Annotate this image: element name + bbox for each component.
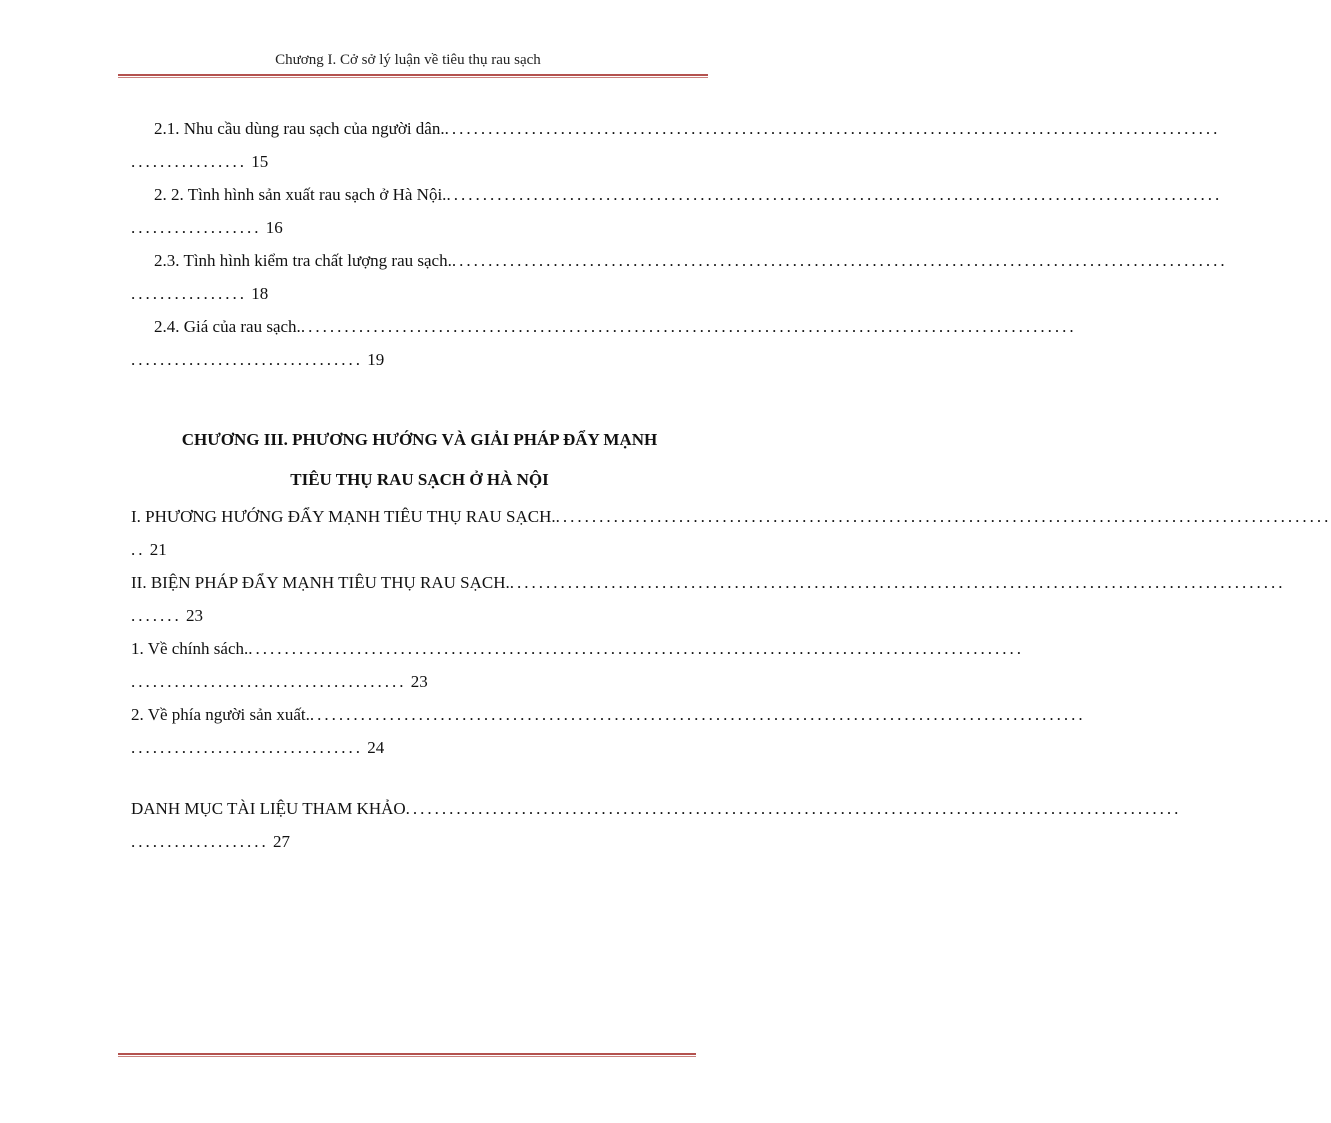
toc-leader: ................: [131, 284, 247, 303]
toc-entry[interactable]: [131, 244, 1228, 310]
page-header-title: Chương I. Cở sở lý luận về tiêu thụ rau sạch: [275, 52, 541, 68]
toc-entry-text: 2. 2. Tình hình sản xuất rau sạch ở Hà Nội.: [154, 185, 447, 204]
toc-entry-text: II. BIỆN PHÁP ĐẨY MẠNH TIÊU THỤ RAU SẠCH.: [131, 573, 510, 592]
spacer: [131, 764, 708, 792]
toc-page-number: 21: [149, 540, 167, 559]
toc-entry-text: 2.4. Giá của rau sạch.: [154, 317, 301, 336]
toc-page-number: 15: [251, 152, 269, 171]
toc-leader: ................................: [131, 738, 363, 757]
toc-entry[interactable]: [131, 698, 1086, 764]
toc-page-number: 23: [410, 672, 428, 691]
toc-entry[interactable]: [131, 566, 1286, 632]
toc-entry-text: I. PHƯƠNG HƯỚNG ĐẨY MẠNH TIÊU THỤ RAU SẠCH.: [131, 507, 556, 526]
toc-page-number: 16: [265, 218, 283, 237]
toc-leader: ...........................................................................................................: [405, 799, 1182, 818]
toc-leader: ...........................................................................................................: [300, 317, 1077, 336]
header-rule: [118, 74, 708, 78]
toc-leader: ...........................................................................................................: [444, 119, 1221, 138]
toc-leader: ...........................................................................................................: [309, 705, 1086, 724]
spacer: [131, 376, 708, 420]
toc-leader: .......: [131, 606, 182, 625]
toc-entry[interactable]: [131, 112, 1221, 178]
chapter-heading-line1: CHƯƠNG III. PHƯƠNG HƯỚNG VÀ GIẢI PHÁP ĐẨY MẠNH: [181, 430, 658, 449]
toc-page-number: 23: [186, 606, 203, 625]
toc-entry-text: 2. Về phía người sản xuất.: [131, 705, 310, 724]
toc-leader: ...........................................................................................................: [555, 507, 1331, 526]
toc-leader: ...................: [131, 832, 269, 851]
toc-leader: ...........................................................................................................: [451, 251, 1228, 270]
toc-leader: ...........................................................................................................: [248, 639, 1024, 658]
toc-entry-text: 2.3. Tình hình kiểm tra chất lượng rau sạch.: [154, 251, 452, 270]
toc-leader: ................................: [131, 350, 363, 369]
toc-leader: ...........................................................................................................: [509, 573, 1286, 592]
toc-page-number: 24: [367, 738, 385, 757]
toc-leader: ......................................: [131, 672, 407, 691]
chapter-heading-line2: TIÊU THỤ RAU SẠCH Ở HÀ NỘI: [290, 470, 549, 489]
toc-entry[interactable]: [131, 178, 1223, 244]
toc-leader: ..................: [131, 218, 262, 237]
toc-page-number: 18: [251, 284, 269, 303]
toc-leader: ...........................................................................................................: [446, 185, 1223, 204]
toc-leader: ..: [131, 540, 146, 559]
toc-page-number: 19: [367, 350, 385, 369]
toc-leader: ................: [131, 152, 247, 171]
toc-entry[interactable]: [131, 310, 1077, 376]
table-of-contents: [131, 112, 1331, 858]
toc-page-number: 27: [273, 832, 290, 851]
footer-rule: [118, 1053, 696, 1057]
toc-entry-text: 1. Về chính sách.: [131, 639, 249, 658]
toc-entry-text: DANH MỤC TÀI LIỆU THAM KHẢO: [131, 799, 406, 818]
toc-entry[interactable]: [131, 500, 1331, 566]
toc-entry[interactable]: [131, 792, 1182, 858]
toc-entry-text: 2.1. Nhu cầu dùng rau sạch của người dân.: [154, 119, 445, 138]
toc-entry[interactable]: [131, 632, 1024, 698]
